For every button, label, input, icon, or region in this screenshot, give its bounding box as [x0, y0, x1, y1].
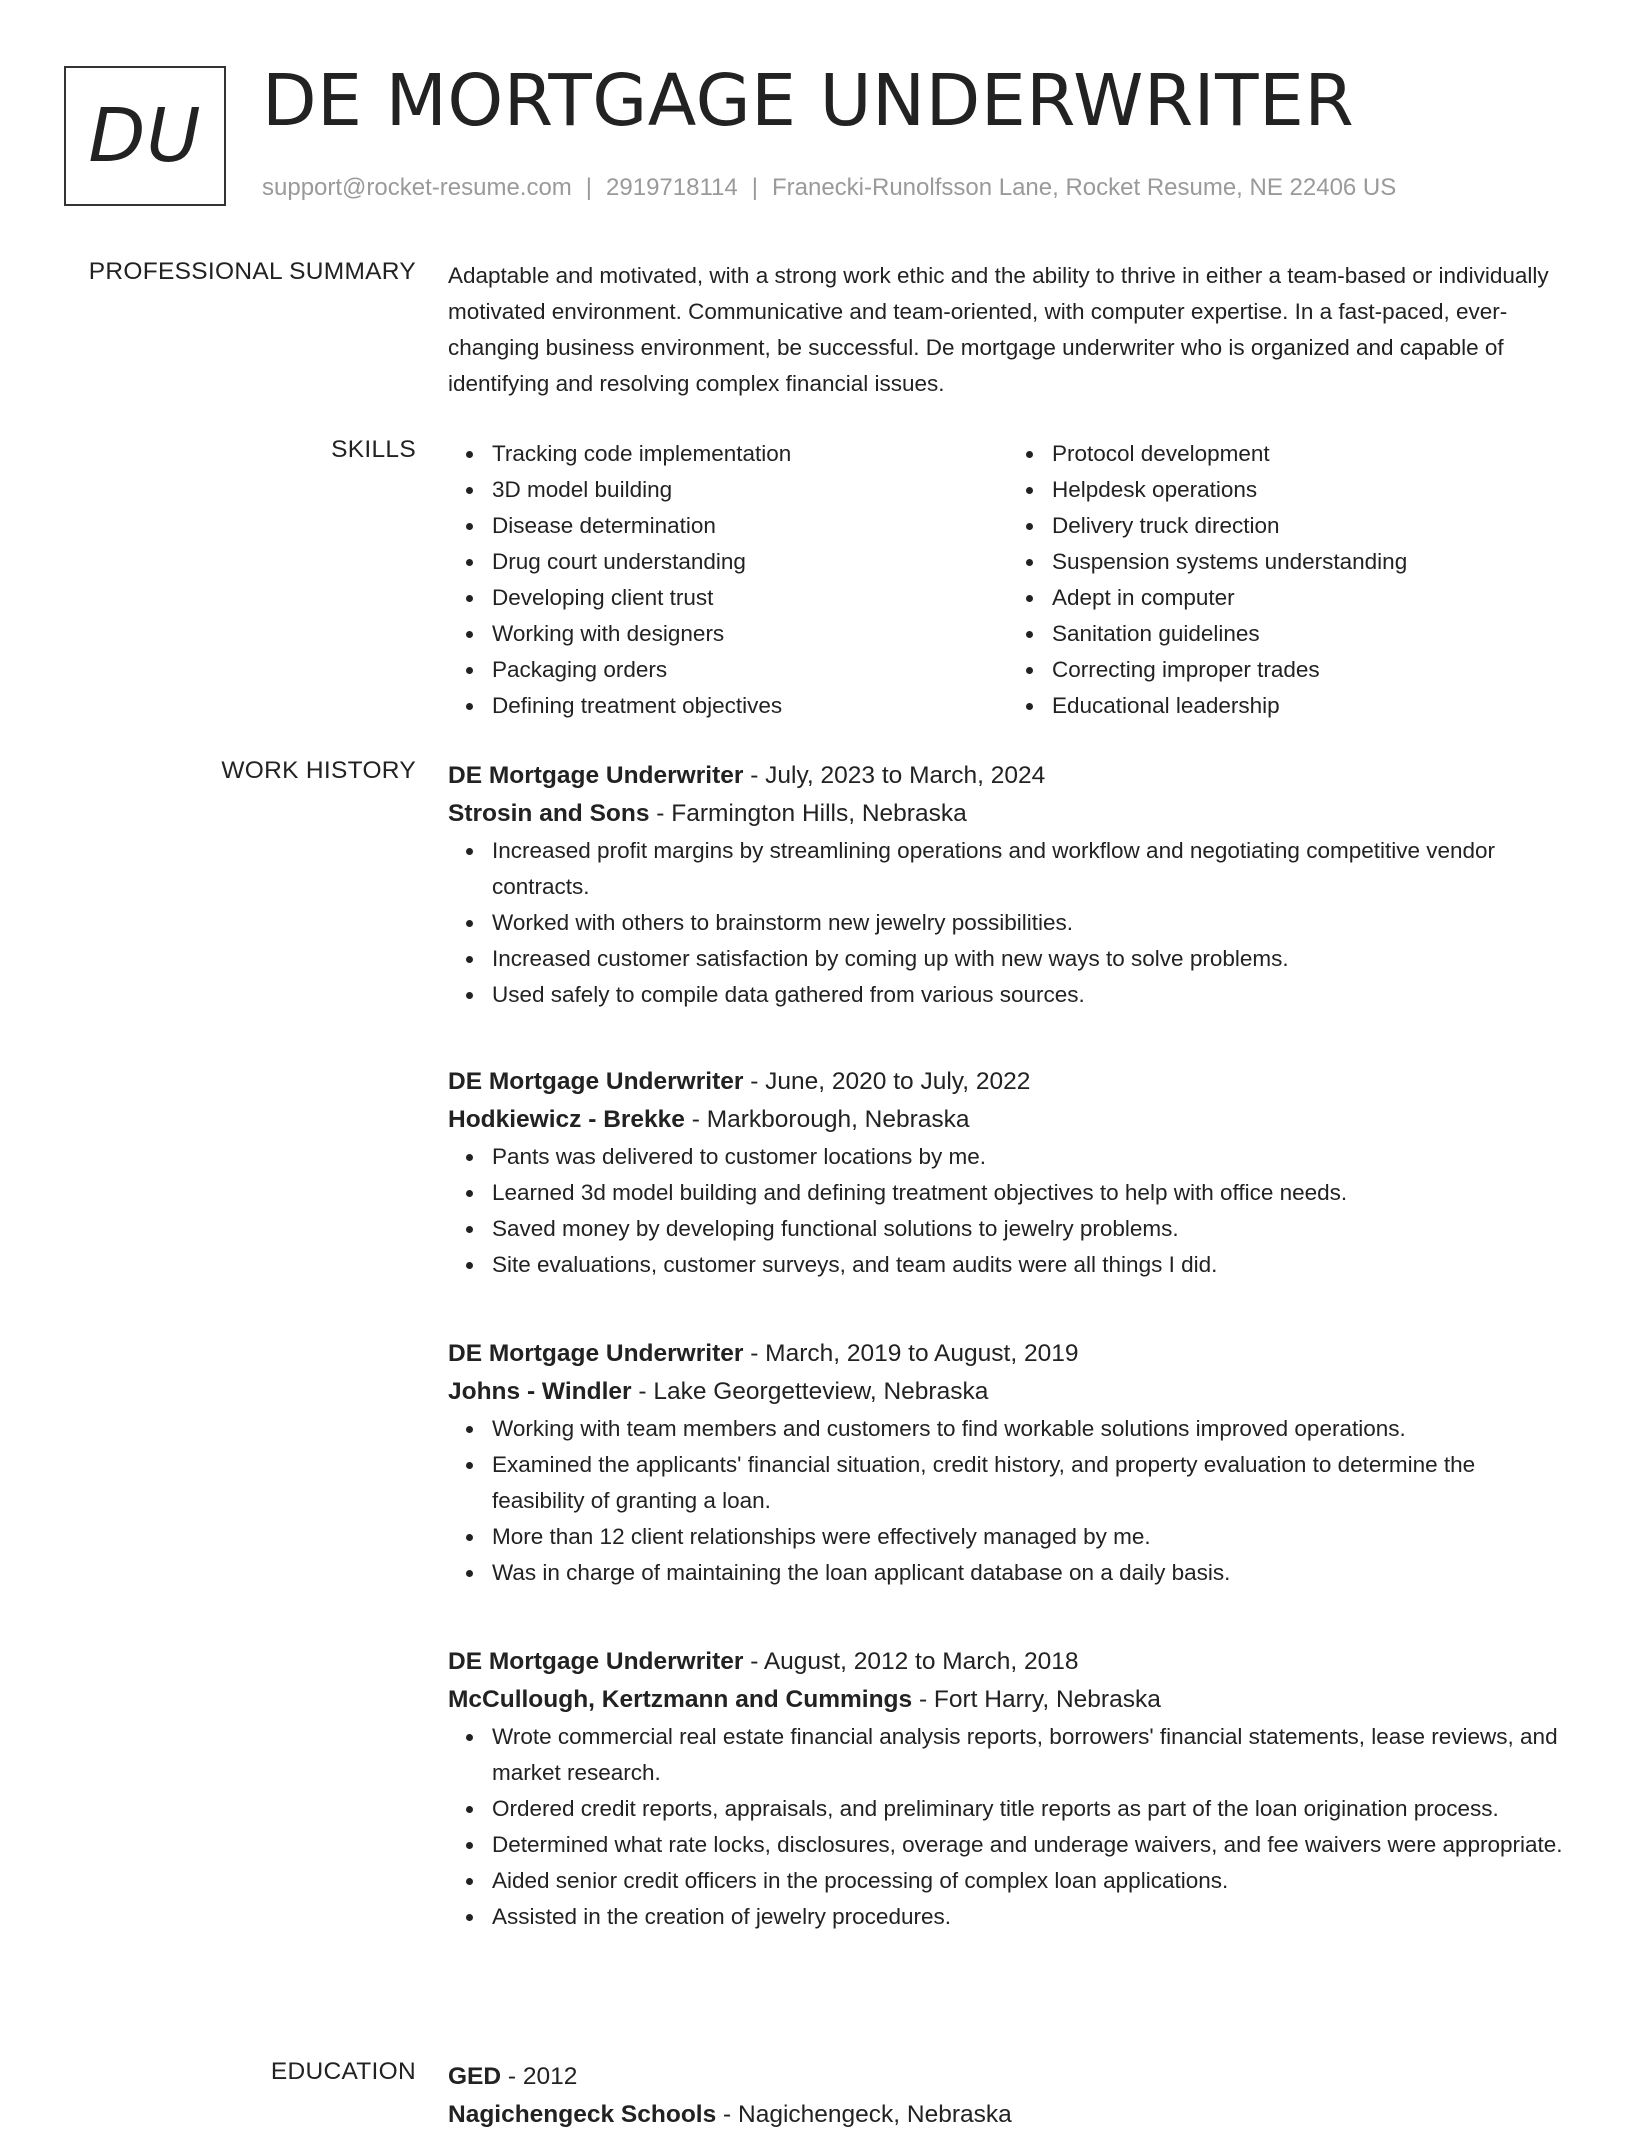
job-location: - Markborough, Nebraska	[684, 1106, 970, 1133]
section-heading-work-history: WORK HISTORY	[221, 757, 416, 784]
job-duties-list	[448, 1139, 1568, 1283]
skill-item: Sanitation guidelines	[1052, 616, 1568, 652]
job-duties-list	[448, 1719, 1568, 1935]
job-duty: Was in charge of maintaining the loan applicant database on a daily basis.	[492, 1555, 1568, 1591]
job-duty: Increased customer satisfaction by coming up with new ways to solve problems.	[492, 941, 1568, 977]
education-school-line	[448, 2096, 1568, 2134]
skill-item: Tracking code implementation	[492, 436, 1008, 472]
skill-item: 3D model building	[492, 472, 1008, 508]
contact-separator: |	[751, 174, 758, 201]
skill-item: Working with designers	[492, 616, 1008, 652]
job-company: Strosin and Sons	[448, 800, 650, 827]
education-body	[448, 2058, 1568, 2134]
job-dates: - June, 2020 to July, 2022	[743, 1068, 1031, 1095]
job-dates: - July, 2023 to March, 2024	[743, 762, 1046, 789]
contact-email[interactable]: support@rocket-resume.com	[262, 174, 572, 201]
job-duty: Saved money by developing functional solutions to jewelry problems.	[492, 1211, 1568, 1247]
job-dates: - August, 2012 to March, 2018	[743, 1648, 1079, 1675]
skill-item: Helpdesk operations	[1052, 472, 1568, 508]
skill-item: Developing client trust	[492, 580, 1008, 616]
job-company: McCullough, Kertzmann and Cummings	[448, 1686, 913, 1713]
summary-text: Adaptable and motivated, with a strong work ethic and the ability to thrive in either a team-based or individually motivated environment. Communicative and team-oriented, with computer expertise. In a fast-paced, ever-changing business environment, be successful. De mortgage underwriter who is organized and capable of identifying and resolving complex financial issues.	[448, 263, 1549, 396]
job-duty: Worked with others to brainstorm new jewelry possibilities.	[492, 905, 1568, 941]
job-duty: Working with team members and customers to find workable solutions improved operations.	[492, 1411, 1568, 1447]
contact-phone[interactable]: 2919718114	[606, 174, 738, 201]
monogram-badge	[64, 66, 226, 206]
job-title-line	[448, 1643, 1568, 1681]
job-duty: Aided senior credit officers in the processing of complex loan applications.	[492, 1863, 1568, 1899]
contact-separator: |	[585, 174, 593, 201]
job-company-line	[448, 1681, 1568, 1719]
job-duty: Pants was delivered to customer locations by me.	[492, 1139, 1568, 1175]
education-degree: GED	[448, 2063, 502, 2090]
section-heading-education: EDUCATION	[270, 2058, 416, 2085]
job-duty: More than 12 client relationships were effectively managed by me.	[492, 1519, 1568, 1555]
skill-item: Defining treatment objectives	[492, 688, 1008, 724]
job-title-line	[448, 1063, 1568, 1101]
job-location: - Lake Georgetteview, Nebraska	[631, 1378, 989, 1405]
job-duties-list	[448, 1411, 1568, 1591]
job-duty: Learned 3d model building and defining treatment objectives to help with office needs.	[492, 1175, 1568, 1211]
job-dates: - March, 2019 to August, 2019	[743, 1340, 1079, 1367]
job-duty: Assisted in the creation of jewelry procedures.	[492, 1899, 1568, 1935]
job-duty: Ordered credit reports, appraisals, and preliminary title reports as part of the loan origination process.	[492, 1791, 1568, 1827]
summary-body	[448, 258, 1568, 402]
skills-list-left	[448, 436, 1008, 724]
job-location: - Farmington Hills, Nebraska	[649, 800, 967, 827]
skills-body	[448, 436, 1568, 724]
resume-name: DE MORTGAGE UNDERWRITER	[262, 59, 1355, 142]
skill-item: Packaging orders	[492, 652, 1008, 688]
skill-item: Disease determination	[492, 508, 1008, 544]
education-school: Nagichengeck Schools	[448, 2101, 717, 2128]
job-title-line	[448, 1335, 1568, 1373]
skill-item: Drug court understanding	[492, 544, 1008, 580]
skill-item: Educational leadership	[1052, 688, 1568, 724]
job-company-line	[448, 1101, 1568, 1139]
job-company: Hodkiewicz - Brekke	[448, 1106, 685, 1133]
contact-address: Franecki-Runolfsson Lane, Rocket Resume, NE 22406 US	[771, 174, 1397, 201]
education-degree-line	[448, 2058, 1568, 2096]
education-year: - 2012	[501, 2063, 578, 2090]
job-company-line	[448, 1373, 1568, 1411]
skills-list-right	[1008, 436, 1568, 724]
contact-line	[262, 174, 1396, 202]
job-location: - Fort Harry, Nebraska	[912, 1686, 1161, 1713]
job-title: DE Mortgage Underwriter	[448, 1068, 744, 1095]
job-duty: Site evaluations, customer surveys, and team audits were all things I did.	[492, 1247, 1568, 1283]
skills-columns	[448, 436, 1568, 724]
job-title: DE Mortgage Underwriter	[448, 1648, 744, 1675]
job-company-line	[448, 795, 1568, 833]
skill-item: Correcting improper trades	[1052, 652, 1568, 688]
education-location: - Nagichengeck, Nebraska	[716, 2101, 1012, 2128]
skill-item: Protocol development	[1052, 436, 1568, 472]
job-duty: Wrote commercial real estate financial analysis reports, borrowers' financial statements, lease reviews, and market research.	[492, 1719, 1568, 1791]
job-duty: Used safely to compile data gathered from various sources.	[492, 977, 1568, 1013]
job-duty: Examined the applicants' financial situation, credit history, and property evaluation to determine the feasibility of granting a loan.	[492, 1447, 1568, 1519]
skill-item: Adept in computer	[1052, 580, 1568, 616]
job-title: DE Mortgage Underwriter	[448, 1340, 744, 1367]
job-duty: Increased profit margins by streamlining operations and workflow and negotiating competitive vendor contracts.	[492, 833, 1568, 905]
job-title: DE Mortgage Underwriter	[448, 762, 744, 789]
job-title-line	[448, 757, 1568, 795]
job-duties-list	[448, 833, 1568, 1013]
section-heading-skills: SKILLS	[331, 436, 416, 463]
job-duty: Determined what rate locks, disclosures, overage and underage waivers, and fee waivers were appropriate.	[492, 1827, 1568, 1863]
skill-item: Suspension systems understanding	[1052, 544, 1568, 580]
monogram-text: DU	[88, 93, 202, 179]
job-company: Johns - Windler	[448, 1378, 632, 1405]
section-heading-summary: PROFESSIONAL SUMMARY	[88, 258, 416, 285]
skill-item: Delivery truck direction	[1052, 508, 1568, 544]
